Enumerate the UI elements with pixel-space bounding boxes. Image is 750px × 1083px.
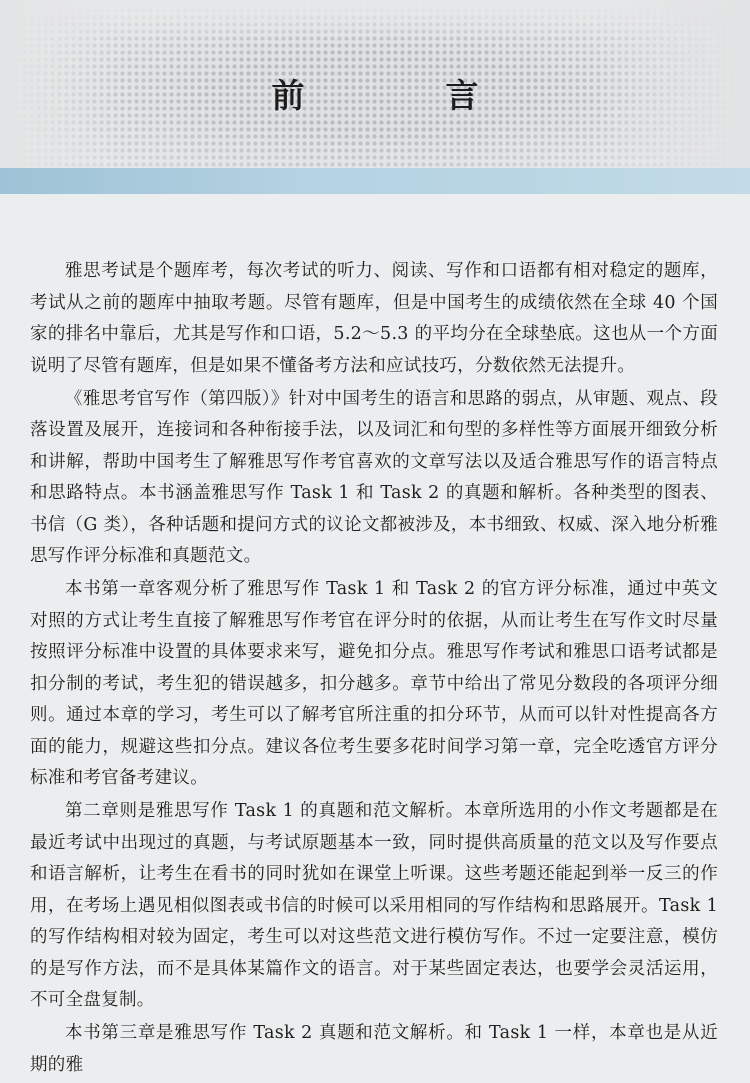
paragraph-1: 雅思考试是个题库考，每次考试的听力、阅读、写作和口语都有相对稳定的题库，考试从之前的题库中抽取考题。尽管有题库，但是中国考生的成绩依然在全球 40 个国家的排名中靠后，尤其是写作和口语，5.2～5.3 的平均分在全球垫底。这也从一个方面说明了尽管有题库，但是如果不懂备考方法和应试技巧，分数依然无法提升。 <box>30 261 718 376</box>
page-title: 前 言 <box>271 76 533 115</box>
paragraph-3: 本书第一章客观分析了雅思写作 Task 1 和 Task 2 的官方评分标准，通过中英文对照的方式让考生直接了解雅思写作考官在评分时的依据，从而让考生在写作文时尽量按照评分标准中设置的具体要求来写，避免扣分点。雅思写作考试和雅思口语考试都是扣分制的考试，考生犯的错误越多，扣分越多。章节中给出了常见分数段的各项评分细则。通过本章的学习，考生可以了解考官所注重的扣分环节，从而可以针对性提高各方面的能力，规避这些扣分点。建议各位考生要多花时间学习第一章，完全吃透官方评分标准和考官备考建议。 <box>30 579 718 788</box>
paragraph-4: 第二章则是雅思写作 Task 1 的真题和范文解析。本章所选用的小作文考题都是在最近考试中出现过的真题，与考试原题基本一致，同时提供高质量的范文以及写作要点和语言解析，让考生在看书的同时犹如在课堂上听课。这些考题还能起到举一反三的作用，在考场上遇见相似图表或书信的时候可以采用相同的写作结构和思路展开。Task 1 的写作结构相对较为固定，考生可以对这些范文进行模仿写作。不过一定要注意，模仿的是写作方法，而不是具体某篇作文的语言。对于某些固定表达，也要学会灵活运用，不可全盘复制。 <box>30 801 718 1010</box>
header-divider-band <box>0 168 750 194</box>
paragraph-5: 本书第三章是雅思写作 Task 2 真题和范文解析。和 Task 1 一样，本章也是从近期的雅 <box>30 1023 718 1075</box>
header-banner <box>0 0 750 168</box>
paragraph-2: 《雅思考官写作（第四版）》针对中国考生的语言和思路的弱点，从审题、观点、段落设置及展开，连接词和各种衔接手法，以及词汇和句型的多样性等方面展开细致分析和讲解，帮助中国考生了解雅思写作考官喜欢的文章写法以及适合雅思写作的语言特点和思路特点。本书涵盖雅思写作 Task 1 和 Task 2 的真题和解析。各种类型的图表、书信（G 类），各种话题和提问方式的议论文都被涉及，本书细致、权威、深入地分析雅思写作评分标准和真题范文。 <box>30 388 718 566</box>
body-text <box>30 256 718 1083</box>
